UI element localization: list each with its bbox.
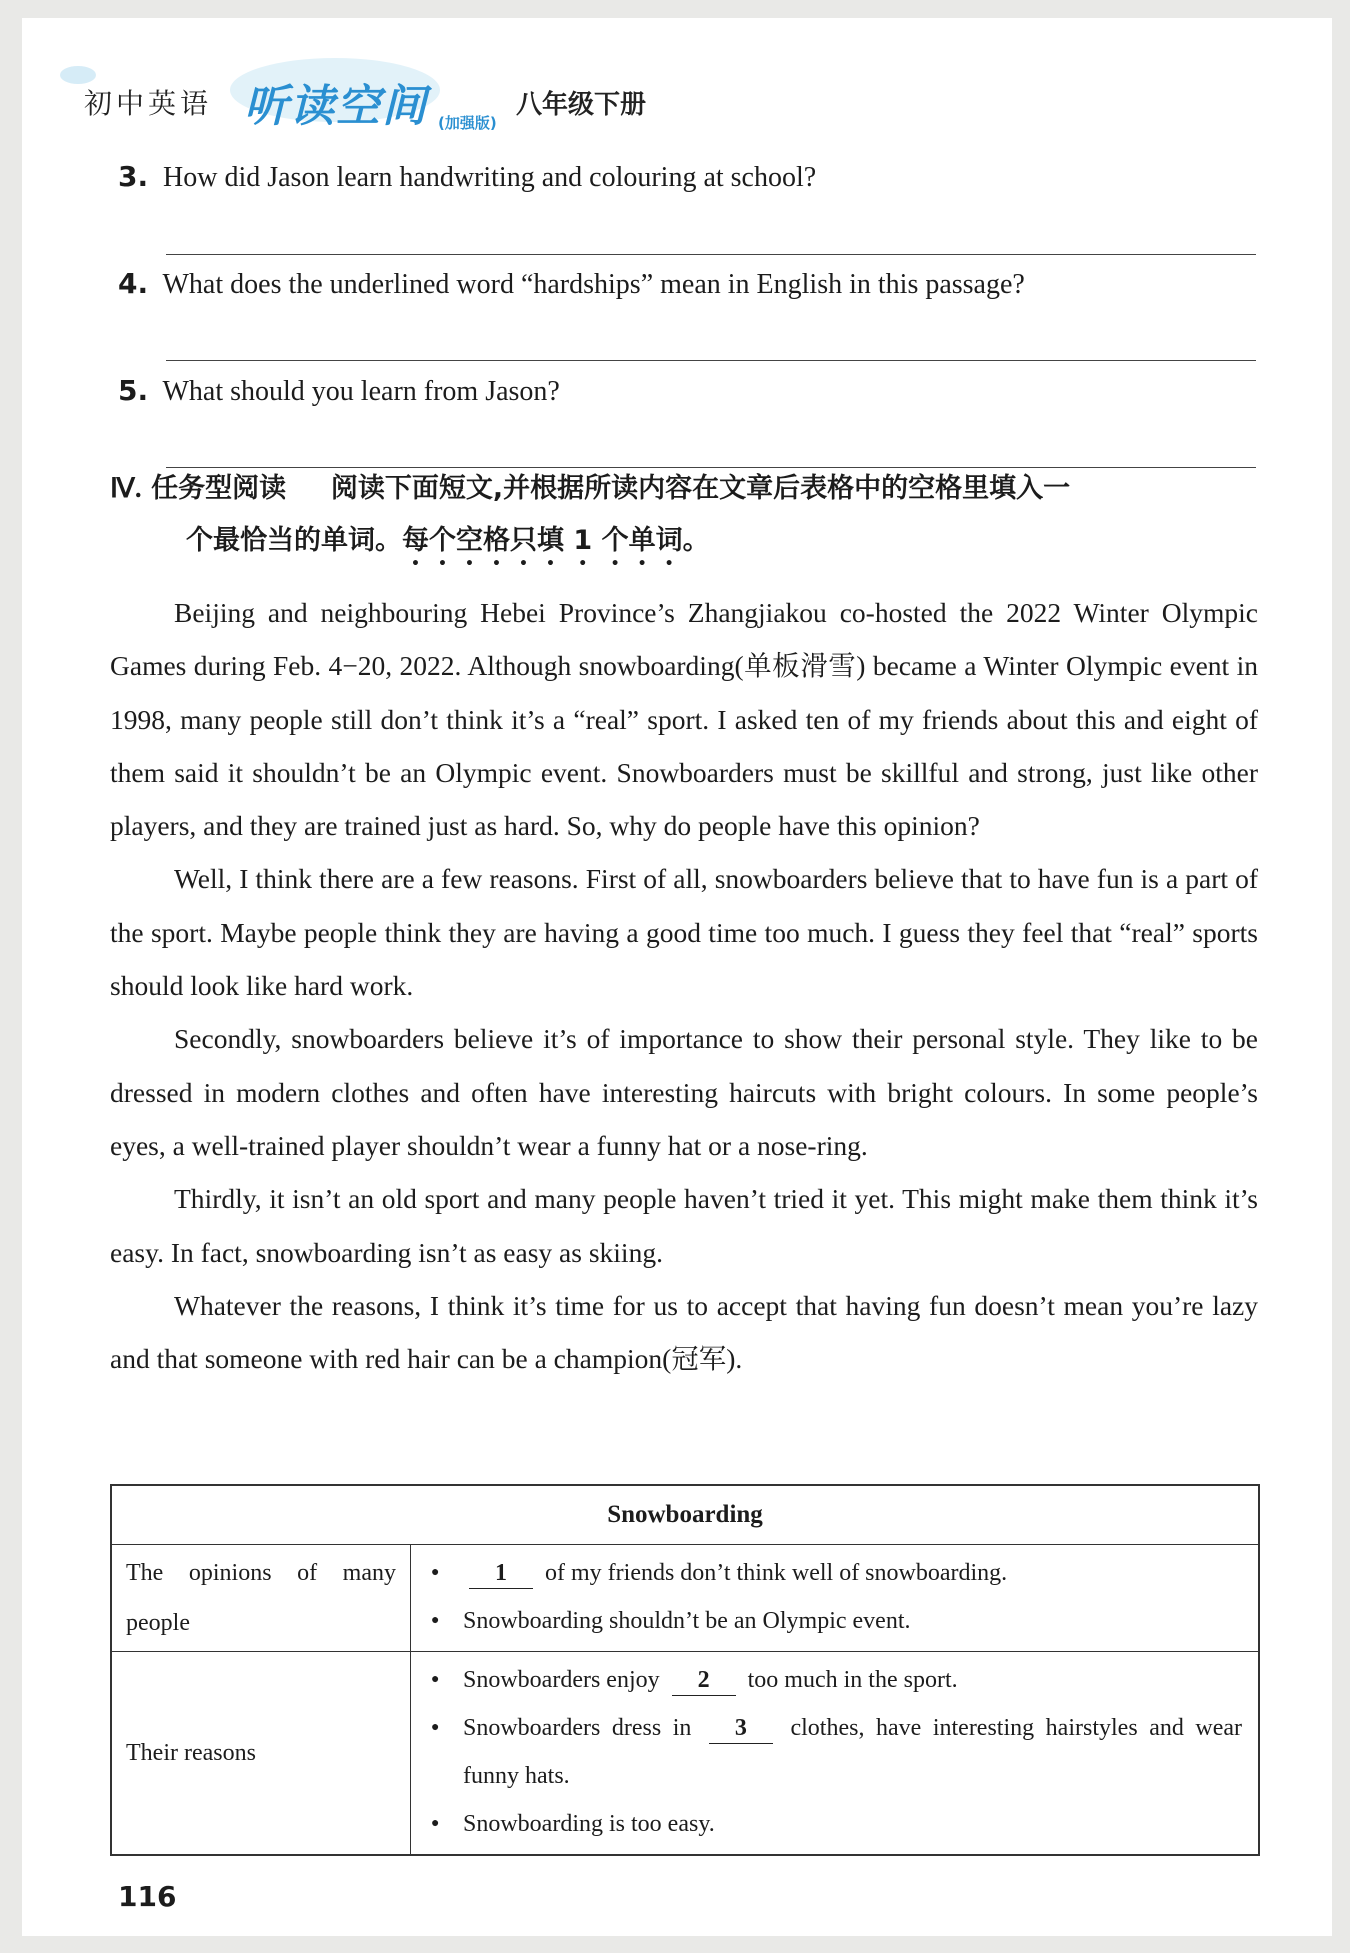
question-text: What does the underlined word “hardships” mean in English in this passage? xyxy=(162,269,1025,300)
passage-paragraph: Thirdly, it isn’t an old sport and many people haven’t tried it yet. This might make them think it’s easy. In fact, snowboarding isn’t as easy as skiing. xyxy=(110,1183,1258,1268)
table-title: Snowboarding xyxy=(111,1485,1259,1545)
item-text: too much in the sport. xyxy=(747,1667,958,1693)
question-5 xyxy=(118,374,560,408)
blank-1[interactable]: 1 xyxy=(469,1558,533,1589)
table-row xyxy=(111,1652,1259,1856)
item-text: clothes, have interesting hairstyles and wear funny hats. xyxy=(463,1715,1243,1789)
list-item: ● Snowboarding shouldn’t be an Olympic event. xyxy=(431,1597,1242,1645)
question-text: What should you learn from Jason? xyxy=(162,376,560,407)
list-item xyxy=(431,1704,1242,1800)
answer-line xyxy=(166,360,1256,361)
header-grade: 八年级下册 xyxy=(516,90,647,120)
header-brand: 听读空间 xyxy=(244,81,428,132)
table-row xyxy=(111,1545,1259,1652)
section-title: 任务型阅读 xyxy=(151,473,287,504)
item-text: Snowboarders enjoy xyxy=(463,1667,660,1693)
item-text: Snowboarders dress in xyxy=(463,1715,692,1741)
row-content xyxy=(411,1652,1260,1856)
item-text: of my friends don’t think well of snowboarding. xyxy=(545,1560,1008,1586)
reading-passage xyxy=(110,586,1258,1385)
question-4 xyxy=(118,267,1025,301)
list-item xyxy=(431,1549,1242,1597)
section-heading xyxy=(110,462,1260,572)
emphasized-instruction: 每个空格只填 1 个单词 xyxy=(402,525,683,556)
section-number: Ⅳ. xyxy=(110,473,142,503)
list-item: ● Snowboarding is too easy. xyxy=(431,1800,1242,1848)
question-number: 3. xyxy=(118,160,149,193)
passage-paragraph: Whatever the reasons, I think it’s time for us to accept that having fun doesn’t mean you’re lazy and that someone with red hair can be a champion(冠军). xyxy=(110,1289,1258,1375)
question-number: 5. xyxy=(118,374,149,407)
blank-3[interactable]: 3 xyxy=(709,1713,773,1744)
page-header xyxy=(60,52,760,132)
passage-paragraph: Beijing and neighbouring Hebei Province’s Zhangjiakou co-hosted the 2022 Winter Olympic Games during Feb. 4−20, 2022. Although snowboarding(单板滑雪) became a Winter Olympic event in 1998, many people still don’t think it’s a “real” sport. I asked ten of my friends about this and eight of them said it shouldn’t be an Olympic event. Snowboarders must be skillful and strong, just like other players, and they are trained just as hard. So, why do people have this opinion? xyxy=(110,597,1258,842)
blank-2[interactable]: 2 xyxy=(672,1665,736,1696)
list-item xyxy=(431,1656,1242,1704)
answer-line xyxy=(166,254,1256,255)
section-instruction-end: 。 xyxy=(682,525,710,556)
passage-paragraph: Well, I think there are a few reasons. First of all, snowboarders believe that to have fun is a part of the sport. Maybe people think they are having a good time too much. I guess they feel that “real” sports should look like hard work. xyxy=(110,863,1258,1002)
question-text: How did Jason learn handwriting and colouring at school? xyxy=(163,162,817,193)
section-instruction-cont: 个最恰当的单词。 xyxy=(186,525,402,556)
row-content xyxy=(411,1545,1260,1652)
header-prefix: 初中英语 xyxy=(84,87,213,120)
question-3 xyxy=(118,160,816,194)
question-number: 4. xyxy=(118,267,149,300)
page-number: 116 xyxy=(118,1880,177,1913)
header-edition: (加强版) xyxy=(438,114,497,132)
row-label: Their reasons xyxy=(111,1652,411,1856)
row-label: The opinions of many people xyxy=(111,1545,411,1652)
section-instruction: 阅读下面短文,并根据所读内容在文章后表格中的空格里填入一 xyxy=(330,473,1071,504)
passage-paragraph: Secondly, snowboarders believe it’s of importance to show their personal style. They like to be dressed in modern clothes and often have interesting haircuts with bright colours. In some people’s eyes, a well-trained player shouldn’t wear a funny hat or a nose-ring. xyxy=(110,1023,1258,1161)
snowboarding-table xyxy=(110,1484,1260,1856)
